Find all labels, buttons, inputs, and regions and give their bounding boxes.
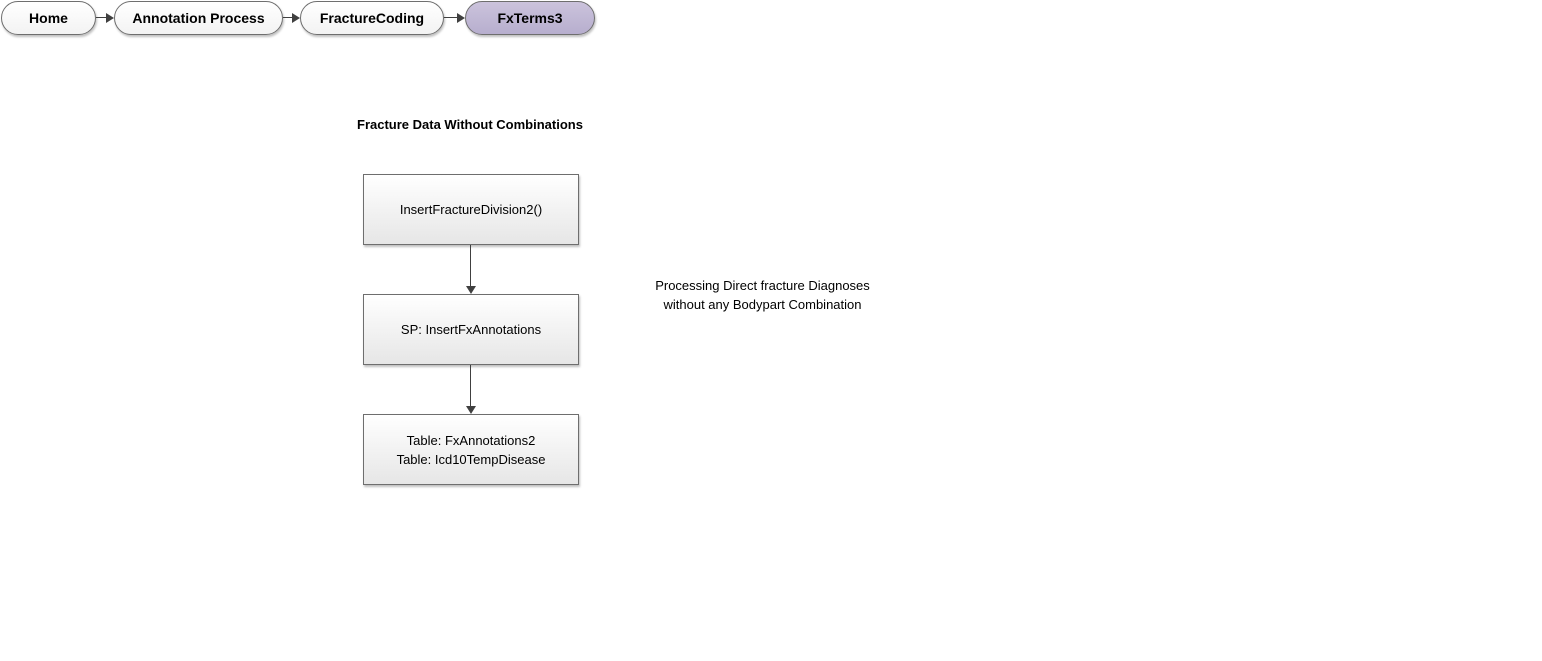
breadcrumb-fxterms3[interactable]: FxTerms3 [465, 1, 595, 35]
arrow-down-icon [466, 286, 476, 294]
breadcrumb-home[interactable]: Home [1, 1, 96, 35]
breadcrumb-connector [96, 17, 106, 18]
arrow-down-icon [466, 406, 476, 414]
table-label-fx-annotations: Table: FxAnnotations2 [406, 432, 536, 448]
diagram-title: Fracture Data Without Combinations [357, 117, 583, 132]
breadcrumb-arrow-icon [106, 13, 114, 23]
process-box-label: InsertFractureDivision2() [399, 202, 543, 217]
breadcrumb-fracture-coding[interactable]: FractureCoding [300, 1, 444, 35]
annotation-note [600, 276, 925, 314]
breadcrumb-connector [444, 17, 457, 18]
note-line: without any Bodypart Combination [663, 297, 862, 312]
note-line: Processing Direct fracture Diagnoses [655, 278, 870, 293]
process-box-insert-fx-annotations [363, 294, 579, 365]
flow-connector [470, 365, 471, 406]
breadcrumb-arrow-icon [292, 13, 300, 23]
data-box-tables [363, 414, 579, 485]
flow-connector [470, 245, 471, 286]
process-box-label: SP: InsertFxAnnotations [400, 322, 542, 337]
breadcrumb-connector [283, 17, 292, 18]
breadcrumb-annotation-process[interactable]: Annotation Process [114, 1, 283, 35]
table-label-icd10-temp-disease: Table: Icd10TempDisease [396, 451, 546, 467]
breadcrumb-arrow-icon [457, 13, 465, 23]
process-box-insert-fracture-division [363, 174, 579, 245]
